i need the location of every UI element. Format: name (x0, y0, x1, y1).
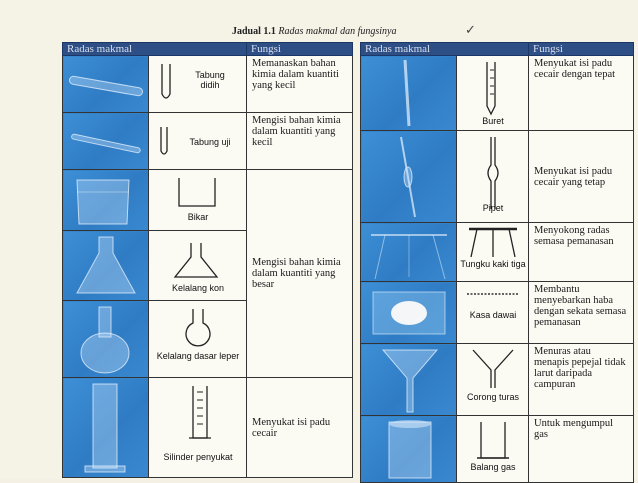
burette-drawing (457, 56, 529, 131)
test-tube-drawing (149, 113, 247, 170)
test-tube-photo (63, 113, 149, 170)
tripod-stand-function: Menyokong radas semasa pemanasan (529, 223, 634, 282)
gas-jar-icon (457, 416, 529, 483)
gas-jar-label: Balang gas (470, 462, 516, 472)
pipette-drawing (457, 131, 529, 223)
wire-gauze-drawing (457, 282, 529, 344)
pipette-function: Menyukat isi padu cecair yang tetap (529, 131, 634, 223)
burette-label: Buret (482, 116, 504, 126)
boiling-tube-photo (63, 56, 149, 113)
wire-gauze-function: Membantu menyebarkan haba dengan sekata semasa pemanasan (529, 282, 634, 344)
flat-bottom-flask-photo (63, 301, 149, 378)
pipette-label: Pipet (482, 203, 504, 213)
tripod-stand-drawing (457, 223, 529, 282)
tripod-stand-icon (457, 223, 529, 282)
filter-funnel-drawing (457, 344, 529, 416)
left-header-apparatus: Radas makmal (63, 43, 247, 56)
gas-jar-function: Untuk mengumpul gas (529, 416, 634, 483)
beaker-drawing (149, 170, 247, 231)
left-apparatus-table (62, 42, 353, 478)
measuring-cylinder-drawing (149, 378, 247, 478)
burette-photo (361, 56, 457, 131)
right-apparatus-table (360, 42, 634, 483)
filter-funnel-icon (457, 344, 529, 416)
left-header-function: Fungsi (247, 43, 353, 56)
gas-jar-drawing (457, 416, 529, 483)
caption-label: Jadual 1.1 (232, 26, 276, 37)
beaker-photo (63, 170, 149, 231)
conical-flask-photo (63, 231, 149, 301)
conical-flask-drawing (149, 231, 247, 301)
wire-gauze-label: Kasa dawai (469, 310, 517, 320)
measuring-cylinder-icon (149, 378, 247, 478)
boiling-tube-label: Tabung didih (195, 70, 225, 90)
flat-bottom-flask-drawing (149, 301, 247, 378)
beaker-label: Bikar (187, 212, 209, 222)
tripod-stand-label: Tungku kaki tiga (460, 259, 526, 269)
burette-function: Menyukat isi padu cecair dengan tepat (529, 56, 634, 131)
measuring-cylinder-label: Silinder penyukat (163, 452, 233, 462)
measuring-cylinder-function: Menyukat isi padu cecair (247, 378, 353, 478)
wire-gauze-photo (361, 282, 457, 344)
flat-bottom-flask-label: Kelalang dasar leper (156, 351, 240, 361)
gas-jar-photo (361, 416, 457, 483)
boiling-tube-function: Memanaskan bahan kimia dalam kuantiti yang kecil (247, 56, 353, 113)
tripod-stand-photo (361, 223, 457, 282)
measuring-cylinder-photo (63, 378, 149, 478)
flat-bottom-flask-icon (149, 301, 247, 378)
right-header-function: Fungsi (529, 43, 634, 56)
table-caption (232, 26, 396, 37)
filter-funnel-label: Corong turas (466, 392, 520, 402)
pipette-photo (361, 131, 457, 223)
caption-text: Radas makmal dan fungsinya (278, 26, 397, 37)
filter-funnel-photo (361, 344, 457, 416)
flask-function: Mengisi bahan kimia dalam kuantiti yang besar (247, 170, 353, 378)
filter-funnel-function: Menuras atau menapis pepejal tidak larut daripada campuran (529, 344, 634, 416)
test-tube-label: Tabung uji (189, 137, 231, 147)
right-header-apparatus: Radas makmal (361, 43, 529, 56)
boiling-tube-drawing (149, 56, 247, 113)
test-tube-function: Mengisi bahan kimia dalam kuantiti yang kecil (247, 113, 353, 170)
conical-flask-label: Kelalang kon (171, 283, 225, 293)
check-mark-icon: ✓ (465, 22, 476, 37)
